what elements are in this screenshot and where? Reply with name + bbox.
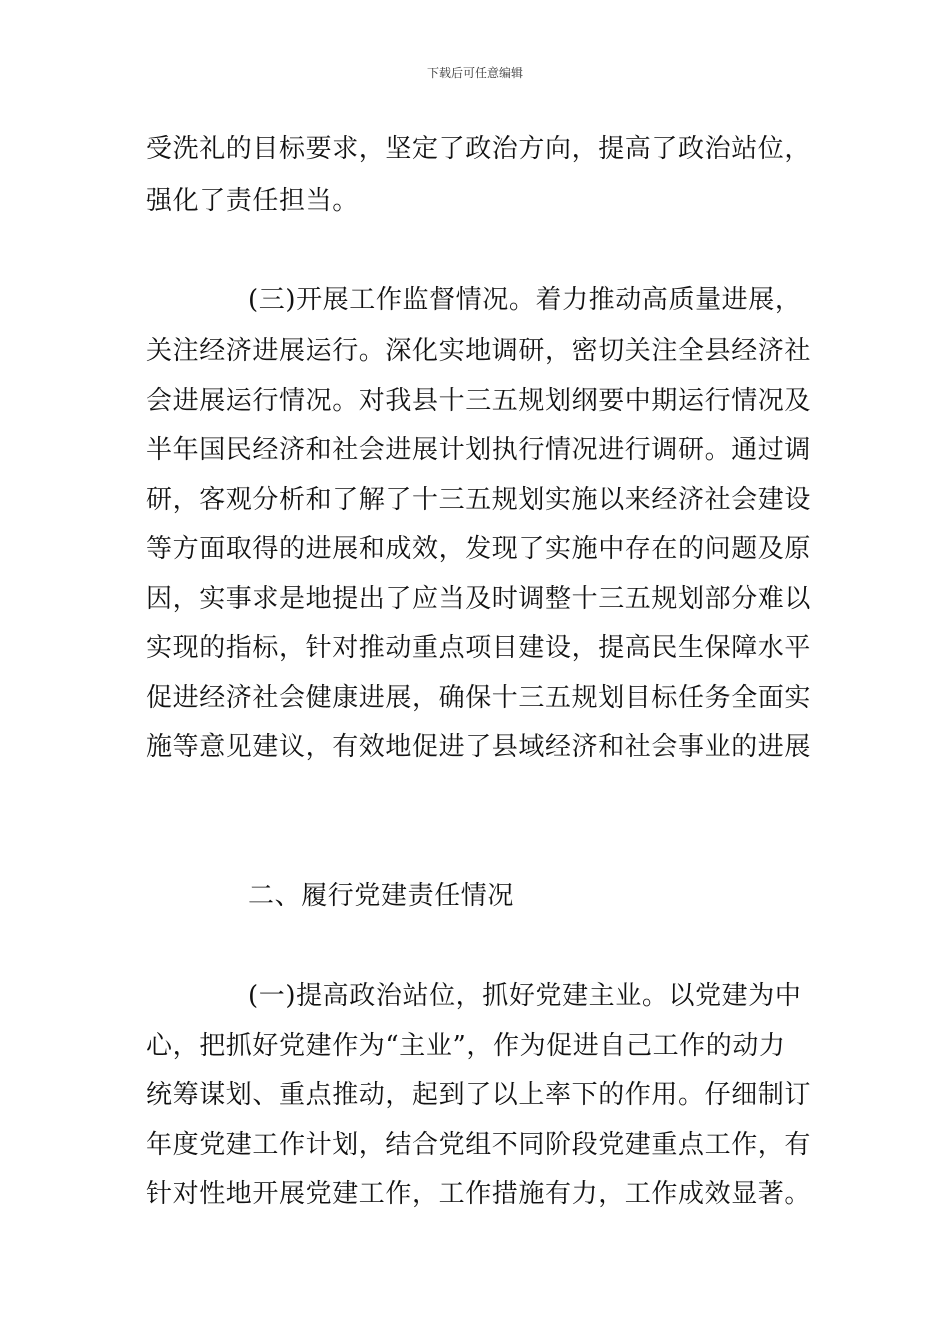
- paragraph-line: 施等意见建议，有效地促进了县域经济和社会事业的进展: [146, 732, 812, 762]
- paragraph-line: 针对性地开展党建工作，工作措施有力，工作成效显著。: [146, 1179, 812, 1209]
- paragraph-line: 受洗礼的目标要求，坚定了政治方向，提高了政治站位，: [146, 134, 812, 164]
- paragraph-line: (三)开展工作监督情况。着力推动高质量进展，: [248, 285, 802, 315]
- page-header-note: 下载后可任意编辑: [426, 66, 523, 80]
- paragraph-line: 会进展运行情况。对我县十三五规划纲要中期运行情况及: [146, 386, 812, 416]
- paragraph-line: 因，实事求是地提出了应当及时调整十三五规划部分难以: [146, 584, 812, 614]
- paragraph-line: 年度党建工作计划，结合党组不同阶段党建重点工作，有: [146, 1130, 812, 1160]
- paragraph-line: (一)提高政治站位，抓好党建主业。以党建为中: [248, 981, 802, 1011]
- section-heading: 二、履行党建责任情况: [248, 881, 515, 911]
- paragraph-line: 统筹谋划、重点推动，起到了以上率下的作用。仔细制订: [146, 1080, 812, 1110]
- paragraph-line: 等方面取得的进展和成效，发现了实施中存在的问题及原: [146, 534, 812, 564]
- paragraph-line: 半年国民经济和社会进展计划执行情况进行调研。通过调: [146, 435, 812, 465]
- paragraph-line: 促进经济社会健康进展，确保十三五规划目标任务全面实: [146, 683, 812, 713]
- paragraph-line: 强化了责任担当。: [146, 186, 359, 216]
- paragraph-line: 实现的指标，针对推动重点项目建设，提高民生保障水平: [146, 633, 812, 663]
- paragraph-line: 心，把抓好党建作为“主业”，作为促进自己工作的动力: [146, 1031, 786, 1061]
- paragraph-line: 研，客观分析和了解了十三五规划实施以来经济社会建设: [146, 485, 812, 515]
- paragraph-line: 关注经济进展运行。深化实地调研，密切关注全县经济社: [146, 336, 812, 366]
